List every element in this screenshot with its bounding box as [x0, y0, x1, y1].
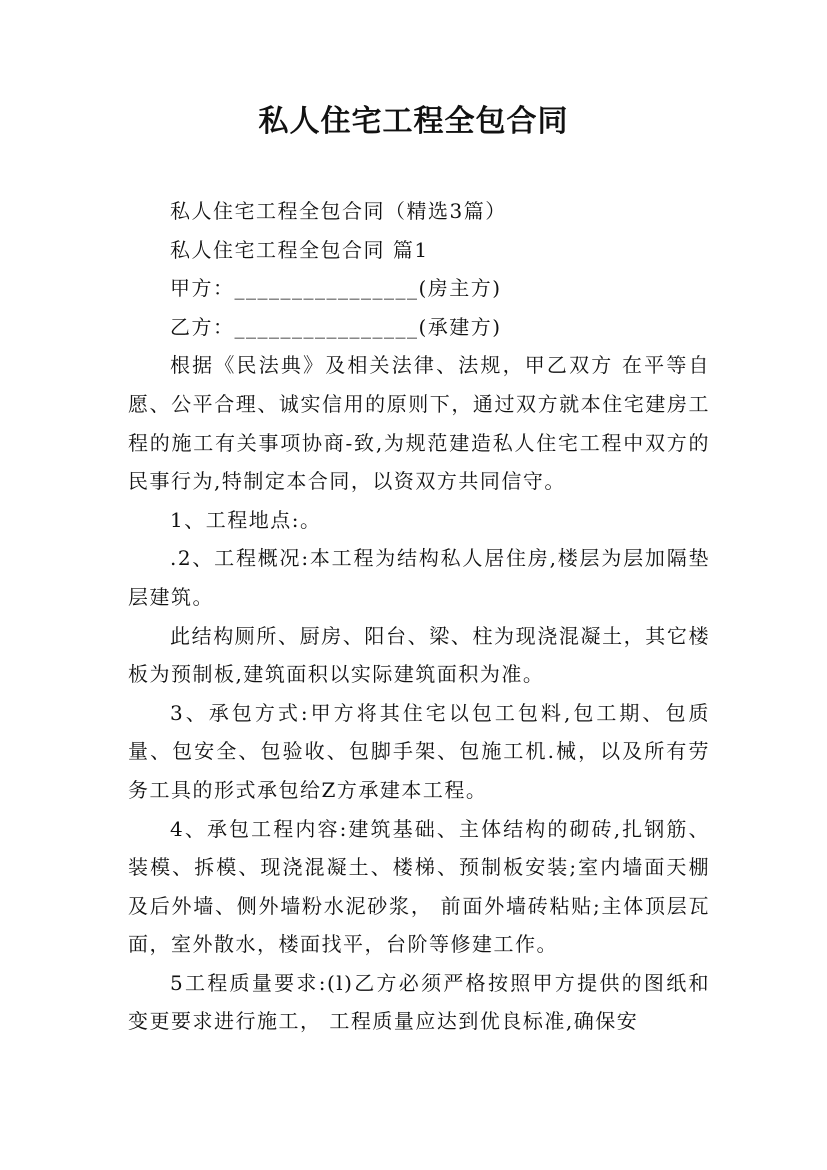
- party-a-line: 甲方：________________(房主方): [170, 276, 502, 301]
- structure-paragraph: 此结构厕所、厨房、阳台、梁、柱为现浇混凝土，其它楼板为预制板,建筑面积以实际建筑面积为准。: [128, 623, 710, 687]
- clause-location-paragraph: 1、工程地点:。: [170, 507, 322, 532]
- subtitle-paragraph: 私人住宅工程全包合同（精选3篇）: [170, 199, 507, 223]
- clause-overview-paragraph: .2、工程概况:本工程为结构私人居住房,楼层为层加隔垫层建筑。: [128, 546, 710, 609]
- document-body: [128, 192, 710, 1041]
- clause-quality-paragraph: 5工程质量要求:(l)乙方必须严格按照甲方提供的图纸和变更要求进行施工， 工程质量应达到优良标准,确保安: [128, 970, 710, 1034]
- document-title: 私人住宅工程全包合同: [258, 104, 569, 139]
- clause-contract-method-paragraph: 3、承包方式:甲方将其住宅以包工包料,包工期、包质量、包安全、包验收、包脚手架、包施工机.械，以及所有劳务工具的形式承包给Z方承建本工程。: [128, 700, 710, 802]
- preamble-paragraph: 根据《民法典》及相关法律、法规，甲乙双方 在平等自愿、公平合理、诚实信用的原则下，通过双方就本住宅建房工程的施工有关事项协商-致,为规范建造私人住宅工程中双方的民事行为,特制定本合同，以资双方共同信守。: [128, 353, 710, 494]
- section-heading-paragraph: 私人住宅工程全包合同 篇1: [170, 237, 429, 262]
- clause-scope-paragraph: 4、承包工程内容:建筑基础、主体结构的砌砖,扎钢筋、装模、拆模、现浇混凝土、楼梯、预制板安装;室内墙面天棚及后外墙、侧外墙粉水泥砂浆， 前面外墙砖粘贴;主体顶层瓦面，室外散水，楼面找平，台阶等修建工作。: [128, 816, 710, 957]
- party-b-line: 乙方：________________(承建方): [170, 314, 502, 339]
